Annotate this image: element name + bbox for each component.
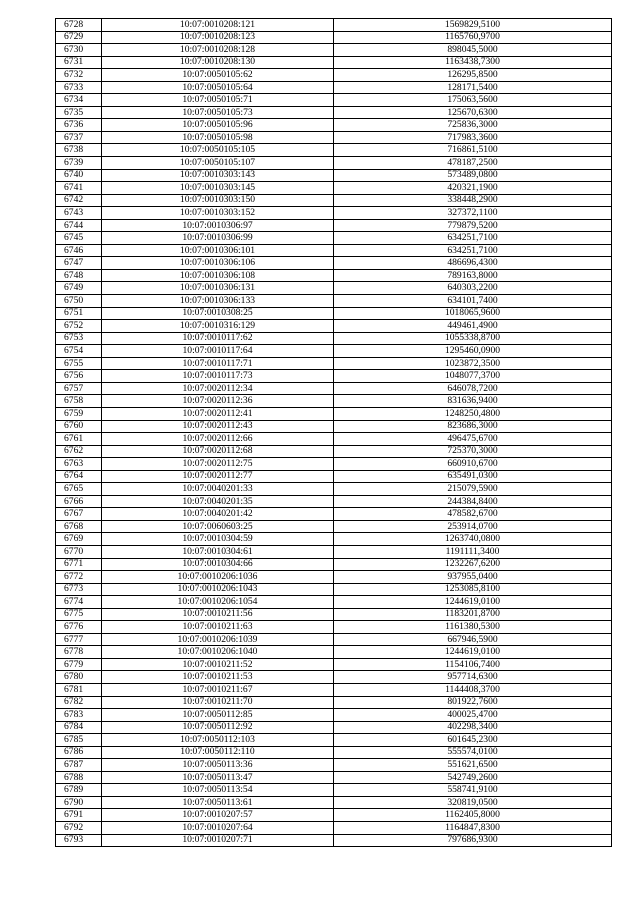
- cadastral-number-cell: 10:07:0010306:99: [102, 232, 334, 245]
- table-row: [56, 696, 612, 709]
- row-number-cell: 6738: [56, 144, 102, 157]
- cadastral-value-cell: 937955,0400: [334, 571, 612, 584]
- cadastral-value-cell: 1162405,8000: [334, 809, 612, 822]
- table-row: [56, 558, 612, 571]
- cadastral-number-cell: 10:07:0050112:85: [102, 709, 334, 722]
- table-row: [56, 407, 612, 420]
- row-number-cell: 6741: [56, 182, 102, 195]
- table-row: [56, 382, 612, 395]
- cadastral-number-cell: 10:07:0010211:56: [102, 608, 334, 621]
- cadastral-value-cell: 449461,4900: [334, 320, 612, 333]
- cadastral-value-cell: 725370,3000: [334, 445, 612, 458]
- row-number-cell: 6728: [56, 19, 102, 32]
- cadastral-value-cell: 1144408,3700: [334, 683, 612, 696]
- cadastral-number-cell: 10:07:0010306:97: [102, 219, 334, 232]
- cadastral-number-cell: 10:07:0010304:61: [102, 545, 334, 558]
- cadastral-value-cell: 1253085,8100: [334, 583, 612, 596]
- table-row: [56, 370, 612, 383]
- cadastral-number-cell: 10:07:0010303:152: [102, 207, 334, 220]
- table-row: [56, 44, 612, 57]
- cadastral-number-cell: 10:07:0010211:63: [102, 621, 334, 634]
- cadastral-number-cell: 10:07:0010206:1054: [102, 596, 334, 609]
- cadastral-number-cell: 10:07:0050105:71: [102, 94, 334, 107]
- cadastral-value-cell: 725836,3000: [334, 119, 612, 132]
- cadastral-value-cell: 253914,0700: [334, 520, 612, 533]
- row-number-cell: 6744: [56, 219, 102, 232]
- table-row: [56, 834, 612, 847]
- table-row: [56, 94, 612, 107]
- row-number-cell: 6769: [56, 533, 102, 546]
- row-number-cell: 6781: [56, 683, 102, 696]
- cadastral-number-cell: 10:07:0010207:71: [102, 834, 334, 847]
- table-row: [56, 822, 612, 835]
- table-row: [56, 709, 612, 722]
- row-number-cell: 6779: [56, 658, 102, 671]
- row-number-cell: 6742: [56, 194, 102, 207]
- cadastral-number-cell: 10:07:0010308:25: [102, 307, 334, 320]
- row-number-cell: 6768: [56, 520, 102, 533]
- row-number-cell: 6766: [56, 495, 102, 508]
- cadastral-value-table: [55, 18, 612, 847]
- row-number-cell: 6792: [56, 822, 102, 835]
- cadastral-number-cell: 10:07:0050105:105: [102, 144, 334, 157]
- cadastral-value-cell: 551621,6500: [334, 759, 612, 772]
- row-number-cell: 6758: [56, 395, 102, 408]
- row-number-cell: 6736: [56, 119, 102, 132]
- table-row: [56, 545, 612, 558]
- cadastral-number-cell: 10:07:0010303:150: [102, 194, 334, 207]
- row-number-cell: 6790: [56, 796, 102, 809]
- table-row: [56, 31, 612, 44]
- row-number-cell: 6732: [56, 69, 102, 82]
- table-row: [56, 357, 612, 370]
- row-number-cell: 6734: [56, 94, 102, 107]
- table-row: [56, 646, 612, 659]
- row-number-cell: 6782: [56, 696, 102, 709]
- table-row: [56, 295, 612, 308]
- row-number-cell: 6765: [56, 483, 102, 496]
- table-row: [56, 796, 612, 809]
- cadastral-value-cell: 1244619,0100: [334, 646, 612, 659]
- table-row: [56, 395, 612, 408]
- cadastral-number-cell: 10:07:0010306:108: [102, 269, 334, 282]
- table-row: [56, 282, 612, 295]
- table-row: [56, 571, 612, 584]
- table-row: [56, 671, 612, 684]
- cadastral-value-cell: 801922,7600: [334, 696, 612, 709]
- row-number-cell: 6772: [56, 571, 102, 584]
- cadastral-value-cell: 327372,1100: [334, 207, 612, 220]
- row-number-cell: 6748: [56, 269, 102, 282]
- table-row: [56, 658, 612, 671]
- cadastral-value-cell: 478582,6700: [334, 508, 612, 521]
- table-row: [56, 320, 612, 333]
- row-number-cell: 6785: [56, 734, 102, 747]
- table-row: [56, 533, 612, 546]
- cadastral-number-cell: 10:07:0010306:101: [102, 244, 334, 257]
- cadastral-number-cell: 10:07:0010211:70: [102, 696, 334, 709]
- cadastral-value-cell: 1163438,7300: [334, 56, 612, 69]
- table-row: [56, 219, 612, 232]
- cadastral-value-cell: 1018065,9600: [334, 307, 612, 320]
- table-row: [56, 19, 612, 32]
- row-number-cell: 6776: [56, 621, 102, 634]
- row-number-cell: 6780: [56, 671, 102, 684]
- row-number-cell: 6771: [56, 558, 102, 571]
- cadastral-number-cell: 10:07:0010303:145: [102, 182, 334, 195]
- cadastral-number-cell: 10:07:0050113:36: [102, 759, 334, 772]
- row-number-cell: 6739: [56, 157, 102, 170]
- cadastral-value-cell: 667946,5900: [334, 633, 612, 646]
- cadastral-value-cell: 1295460,0900: [334, 345, 612, 358]
- table-row: [56, 683, 612, 696]
- row-number-cell: 6745: [56, 232, 102, 245]
- row-number-cell: 6778: [56, 646, 102, 659]
- row-number-cell: 6743: [56, 207, 102, 220]
- table-row: [56, 746, 612, 759]
- cadastral-value-cell: 634251,7100: [334, 244, 612, 257]
- cadastral-number-cell: 10:07:0010316:129: [102, 320, 334, 333]
- cadastral-value-cell: 823686,3000: [334, 420, 612, 433]
- table-row: [56, 131, 612, 144]
- row-number-cell: 6762: [56, 445, 102, 458]
- cadastral-number-cell: 10:07:0010211:53: [102, 671, 334, 684]
- cadastral-value-cell: 478187,2500: [334, 157, 612, 170]
- row-number-cell: 6747: [56, 257, 102, 270]
- row-number-cell: 6787: [56, 759, 102, 772]
- cadastral-value-cell: 1048077,3700: [334, 370, 612, 383]
- cadastral-number-cell: 10:07:0050113:54: [102, 784, 334, 797]
- row-number-cell: 6729: [56, 31, 102, 44]
- cadastral-number-cell: 10:07:0050105:62: [102, 69, 334, 82]
- table-row: [56, 106, 612, 119]
- row-number-cell: 6773: [56, 583, 102, 596]
- table-row: [56, 495, 612, 508]
- row-number-cell: 6752: [56, 320, 102, 333]
- table-row: [56, 734, 612, 747]
- cadastral-number-cell: 10:07:0010207:64: [102, 822, 334, 835]
- row-number-cell: 6777: [56, 633, 102, 646]
- cadastral-value-cell: 1154106,7400: [334, 658, 612, 671]
- row-number-cell: 6749: [56, 282, 102, 295]
- row-number-cell: 6754: [56, 345, 102, 358]
- cadastral-number-cell: 10:07:0020112:43: [102, 420, 334, 433]
- table-row: [56, 269, 612, 282]
- cadastral-number-cell: 10:07:0050105:107: [102, 157, 334, 170]
- table-row: [56, 608, 612, 621]
- row-number-cell: 6746: [56, 244, 102, 257]
- cadastral-number-cell: 10:07:0050112:92: [102, 721, 334, 734]
- cadastral-number-cell: 10:07:0010206:1036: [102, 571, 334, 584]
- cadastral-value-cell: 634101,7400: [334, 295, 612, 308]
- table-row: [56, 157, 612, 170]
- cadastral-number-cell: 10:07:0040201:42: [102, 508, 334, 521]
- row-number-cell: 6760: [56, 420, 102, 433]
- cadastral-value-cell: 320819,0500: [334, 796, 612, 809]
- cadastral-number-cell: 10:07:0010304:59: [102, 533, 334, 546]
- cadastral-value-cell: 634251,7100: [334, 232, 612, 245]
- cadastral-value-cell: 797686,9300: [334, 834, 612, 847]
- row-number-cell: 6783: [56, 709, 102, 722]
- cadastral-value-cell: 1263740,0800: [334, 533, 612, 546]
- cadastral-value-cell: 126295,8500: [334, 69, 612, 82]
- cadastral-value-cell: 898045,5000: [334, 44, 612, 57]
- cadastral-number-cell: 10:07:0050112:110: [102, 746, 334, 759]
- cadastral-number-cell: 10:07:0010208:130: [102, 56, 334, 69]
- table-row: [56, 596, 612, 609]
- cadastral-number-cell: 10:07:0050105:96: [102, 119, 334, 132]
- table-row: [56, 257, 612, 270]
- table-row: [56, 232, 612, 245]
- cadastral-value-cell: 338448,2900: [334, 194, 612, 207]
- cadastral-number-cell: 10:07:0010306:131: [102, 282, 334, 295]
- table-row: [56, 784, 612, 797]
- cadastral-value-cell: 1161380,5300: [334, 621, 612, 634]
- cadastral-number-cell: 10:07:0020112:36: [102, 395, 334, 408]
- row-number-cell: 6735: [56, 106, 102, 119]
- cadastral-number-cell: 10:07:0010206:1039: [102, 633, 334, 646]
- cadastral-number-cell: 10:07:0010117:64: [102, 345, 334, 358]
- cadastral-value-cell: 244384,8400: [334, 495, 612, 508]
- cadastral-number-cell: 10:07:0050105:64: [102, 81, 334, 94]
- cadastral-number-cell: 10:07:0010117:73: [102, 370, 334, 383]
- cadastral-value-cell: 717983,3600: [334, 131, 612, 144]
- row-number-cell: 6770: [56, 545, 102, 558]
- table-row: [56, 169, 612, 182]
- cadastral-number-cell: 10:07:0010206:1043: [102, 583, 334, 596]
- cadastral-value-cell: 215079,5900: [334, 483, 612, 496]
- table-row: [56, 621, 612, 634]
- cadastral-value-cell: 1569829,5100: [334, 19, 612, 32]
- row-number-cell: 6774: [56, 596, 102, 609]
- cadastral-value-cell: 640303,2200: [334, 282, 612, 295]
- cadastral-number-cell: 10:07:0010206:1040: [102, 646, 334, 659]
- table-row: [56, 520, 612, 533]
- cadastral-value-cell: 555574,0100: [334, 746, 612, 759]
- row-number-cell: 6775: [56, 608, 102, 621]
- row-number-cell: 6751: [56, 307, 102, 320]
- cadastral-number-cell: 10:07:0010117:71: [102, 357, 334, 370]
- table-row: [56, 470, 612, 483]
- cadastral-number-cell: 10:07:0010303:143: [102, 169, 334, 182]
- table-row: [56, 307, 612, 320]
- table-row: [56, 332, 612, 345]
- table-row: [56, 207, 612, 220]
- row-number-cell: 6784: [56, 721, 102, 734]
- row-number-cell: 6759: [56, 407, 102, 420]
- cadastral-number-cell: 10:07:0040201:33: [102, 483, 334, 496]
- cadastral-number-cell: 10:07:0050105:98: [102, 131, 334, 144]
- row-number-cell: 6791: [56, 809, 102, 822]
- cadastral-value-cell: 496475,6700: [334, 433, 612, 446]
- cadastral-number-cell: 10:07:0060603:25: [102, 520, 334, 533]
- table-row: [56, 182, 612, 195]
- cadastral-value-cell: 1165760,9700: [334, 31, 612, 44]
- cadastral-value-cell: 542749,2600: [334, 771, 612, 784]
- cadastral-value-cell: 660910,6700: [334, 458, 612, 471]
- row-number-cell: 6761: [56, 433, 102, 446]
- table-row: [56, 56, 612, 69]
- cadastral-value-cell: 601645,2300: [334, 734, 612, 747]
- table-body: [56, 19, 612, 847]
- cadastral-value-cell: 1164847,8300: [334, 822, 612, 835]
- cadastral-number-cell: 10:07:0010208:128: [102, 44, 334, 57]
- cadastral-number-cell: 10:07:0050112:103: [102, 734, 334, 747]
- cadastral-value-cell: 779879,5200: [334, 219, 612, 232]
- table-row: [56, 633, 612, 646]
- cadastral-value-cell: 1023872,3500: [334, 357, 612, 370]
- cadastral-number-cell: 10:07:0010211:67: [102, 683, 334, 696]
- cadastral-number-cell: 10:07:0010211:52: [102, 658, 334, 671]
- cadastral-number-cell: 10:07:0020112:68: [102, 445, 334, 458]
- cadastral-number-cell: 10:07:0050105:73: [102, 106, 334, 119]
- row-number-cell: 6730: [56, 44, 102, 57]
- row-number-cell: 6793: [56, 834, 102, 847]
- cadastral-value-cell: 831636,9400: [334, 395, 612, 408]
- cadastral-value-cell: 486696,4300: [334, 257, 612, 270]
- cadastral-value-cell: 558741,9100: [334, 784, 612, 797]
- cadastral-value-cell: 573489,0800: [334, 169, 612, 182]
- table-row: [56, 483, 612, 496]
- row-number-cell: 6757: [56, 382, 102, 395]
- cadastral-value-cell: 1055338,8700: [334, 332, 612, 345]
- table-row: [56, 81, 612, 94]
- cadastral-number-cell: 10:07:0040201:35: [102, 495, 334, 508]
- table-row: [56, 69, 612, 82]
- row-number-cell: 6788: [56, 771, 102, 784]
- cadastral-value-cell: 1183201,8700: [334, 608, 612, 621]
- row-number-cell: 6786: [56, 746, 102, 759]
- cadastral-number-cell: 10:07:0020112:66: [102, 433, 334, 446]
- cadastral-number-cell: 10:07:0050113:61: [102, 796, 334, 809]
- cadastral-number-cell: 10:07:0020112:41: [102, 407, 334, 420]
- cadastral-number-cell: 10:07:0010306:106: [102, 257, 334, 270]
- cadastral-value-cell: 1248250,4800: [334, 407, 612, 420]
- row-number-cell: 6767: [56, 508, 102, 521]
- table-row: [56, 458, 612, 471]
- cadastral-number-cell: 10:07:0010208:121: [102, 19, 334, 32]
- cadastral-number-cell: 10:07:0010208:123: [102, 31, 334, 44]
- cadastral-number-cell: 10:07:0010306:133: [102, 295, 334, 308]
- cadastral-number-cell: 10:07:0050113:47: [102, 771, 334, 784]
- cadastral-value-cell: 400025,4700: [334, 709, 612, 722]
- cadastral-value-cell: 716861,5100: [334, 144, 612, 157]
- row-number-cell: 6763: [56, 458, 102, 471]
- cadastral-value-cell: 1244619,0100: [334, 596, 612, 609]
- cadastral-number-cell: 10:07:0020112:34: [102, 382, 334, 395]
- table-row: [56, 508, 612, 521]
- table-row: [56, 583, 612, 596]
- cadastral-value-cell: 1232267,6200: [334, 558, 612, 571]
- cadastral-value-cell: 420321,1900: [334, 182, 612, 195]
- table-row: [56, 445, 612, 458]
- cadastral-value-cell: 175063,5600: [334, 94, 612, 107]
- row-number-cell: 6731: [56, 56, 102, 69]
- row-number-cell: 6756: [56, 370, 102, 383]
- table-row: [56, 420, 612, 433]
- cadastral-value-cell: 635491,0300: [334, 470, 612, 483]
- cadastral-number-cell: 10:07:0010304:66: [102, 558, 334, 571]
- table-row: [56, 433, 612, 446]
- table-row: [56, 759, 612, 772]
- row-number-cell: 6740: [56, 169, 102, 182]
- table-row: [56, 244, 612, 257]
- table-row: [56, 771, 612, 784]
- table-row: [56, 144, 612, 157]
- cadastral-number-cell: 10:07:0010207:57: [102, 809, 334, 822]
- table-row: [56, 119, 612, 132]
- cadastral-value-cell: 128171,5400: [334, 81, 612, 94]
- cadastral-number-cell: 10:07:0020112:77: [102, 470, 334, 483]
- cadastral-value-cell: 957714,6300: [334, 671, 612, 684]
- cadastral-value-cell: 646078,7200: [334, 382, 612, 395]
- cadastral-value-cell: 1191111,3400: [334, 545, 612, 558]
- table-row: [56, 721, 612, 734]
- cadastral-number-cell: 10:07:0010117:62: [102, 332, 334, 345]
- row-number-cell: 6737: [56, 131, 102, 144]
- cadastral-value-cell: 789163,8000: [334, 269, 612, 282]
- cadastral-number-cell: 10:07:0020112:75: [102, 458, 334, 471]
- table-row: [56, 345, 612, 358]
- cadastral-value-cell: 402298,3400: [334, 721, 612, 734]
- row-number-cell: 6755: [56, 357, 102, 370]
- row-number-cell: 6733: [56, 81, 102, 94]
- row-number-cell: 6753: [56, 332, 102, 345]
- row-number-cell: 6764: [56, 470, 102, 483]
- table-row: [56, 809, 612, 822]
- table-row: [56, 194, 612, 207]
- row-number-cell: 6750: [56, 295, 102, 308]
- cadastral-value-cell: 125670,6300: [334, 106, 612, 119]
- row-number-cell: 6789: [56, 784, 102, 797]
